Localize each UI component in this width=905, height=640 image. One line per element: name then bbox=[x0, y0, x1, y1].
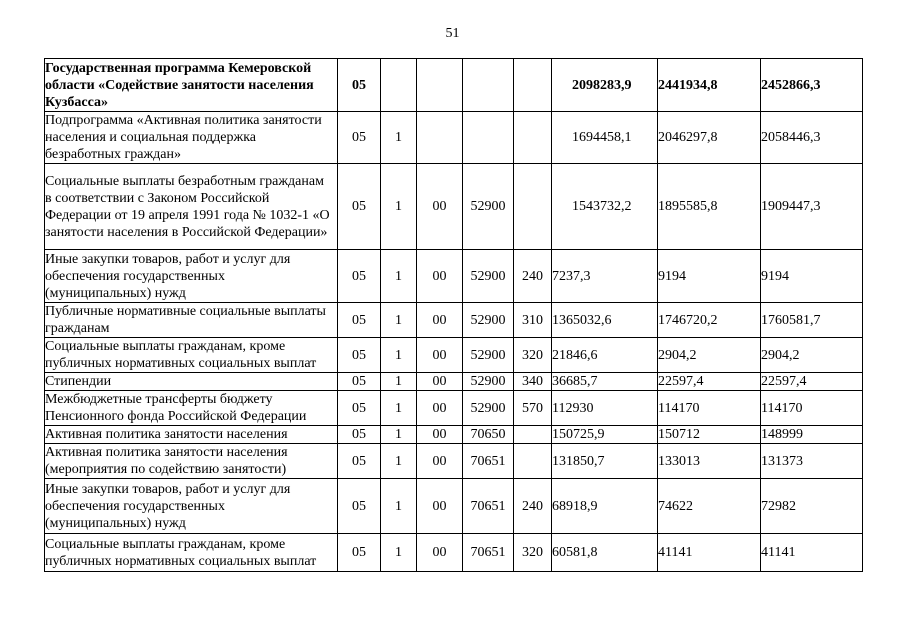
amount-cell-1: 2098283,9 bbox=[552, 59, 658, 112]
page-number: 51 bbox=[445, 26, 460, 41]
expense-type-cell: 310 bbox=[514, 303, 552, 338]
amount-cell-2: 1895585,8 bbox=[658, 164, 761, 250]
amount-cell-1: 21846,6 bbox=[552, 338, 658, 373]
activity-code-cell: 00 bbox=[417, 164, 463, 250]
amount-cell-1: 1694458,1 bbox=[552, 112, 658, 164]
subprogram-code-cell: 1 bbox=[381, 444, 417, 479]
amount-cell-1: 1365032,6 bbox=[552, 303, 658, 338]
expense-type-cell bbox=[514, 444, 552, 479]
item-name-line: Социальные выплаты гражданам, кроме bbox=[45, 339, 286, 354]
program-code-cell: 05 bbox=[338, 479, 381, 534]
item-name-line: Социальные выплаты безработным гражданам bbox=[45, 173, 324, 189]
item-name-line: Стипендии bbox=[45, 374, 112, 389]
program-code-cell: 05 bbox=[338, 534, 381, 572]
activity-code-cell: 00 bbox=[417, 250, 463, 303]
subprogram-code-cell: 1 bbox=[381, 112, 417, 164]
item-name-line: обеспечения государственных bbox=[45, 498, 225, 514]
item-name-cell bbox=[45, 112, 338, 164]
item-name-line: области «Содействие занятости населения bbox=[45, 77, 314, 93]
program-code-cell: 05 bbox=[338, 250, 381, 303]
program-code-cell: 05 bbox=[338, 59, 381, 112]
program-code-cell: 05 bbox=[338, 303, 381, 338]
subprogram-code-cell: 1 bbox=[381, 373, 417, 391]
amount-cell-3: 41141 bbox=[761, 534, 863, 572]
direction-code-cell: 70651 bbox=[463, 479, 514, 534]
direction-code-cell bbox=[463, 59, 514, 112]
amount-cell-3: 114170 bbox=[761, 391, 863, 426]
amount-cell-3: 2058446,3 bbox=[761, 112, 863, 164]
item-name-line: публичных нормативных социальных выплат bbox=[45, 553, 317, 569]
amount-cell-3: 2452866,3 bbox=[761, 59, 863, 112]
amount-cell-2: 74622 bbox=[658, 479, 761, 534]
amount-cell-2: 41141 bbox=[658, 534, 761, 572]
expense-type-cell: 570 bbox=[514, 391, 552, 426]
subprogram-code-cell: 1 bbox=[381, 338, 417, 373]
amount-cell-1: 1543732,2 bbox=[552, 164, 658, 250]
activity-code-cell: 00 bbox=[417, 534, 463, 572]
budget-table-body bbox=[45, 59, 863, 572]
item-name-cell bbox=[45, 164, 338, 250]
activity-code-cell: 00 bbox=[417, 444, 463, 479]
amount-cell-3: 1909447,3 bbox=[761, 164, 863, 250]
program-code-cell: 05 bbox=[338, 338, 381, 373]
amount-cell-1: 131850,7 bbox=[552, 444, 658, 479]
amount-cell-2: 1746720,2 bbox=[658, 303, 761, 338]
item-name-line: Межбюджетные трансферты бюджету bbox=[45, 392, 273, 407]
amount-cell-2: 2046297,8 bbox=[658, 112, 761, 164]
amount-cell-1: 112930 bbox=[552, 391, 658, 426]
amount-cell-3: 9194 bbox=[761, 250, 863, 303]
item-name-line: (муниципальных) нужд bbox=[45, 285, 186, 301]
activity-code-cell: 00 bbox=[417, 479, 463, 534]
item-name-cell bbox=[45, 391, 338, 426]
table-row bbox=[45, 303, 863, 338]
program-code-cell: 05 bbox=[338, 391, 381, 426]
amount-cell-3: 1760581,7 bbox=[761, 303, 863, 338]
item-name-cell bbox=[45, 373, 338, 391]
item-name-line: Активная политика занятости населения bbox=[45, 427, 288, 442]
expense-type-cell: 340 bbox=[514, 373, 552, 391]
item-name-line: безработных граждан» bbox=[45, 147, 181, 162]
item-name-line: занятости населения в Российской Федерации» bbox=[45, 224, 328, 240]
table-row bbox=[45, 112, 863, 164]
table-row bbox=[45, 534, 863, 572]
amount-cell-2: 22597,4 bbox=[658, 373, 761, 391]
item-name-line: Социальные выплаты гражданам, кроме bbox=[45, 536, 286, 552]
subprogram-code-cell: 1 bbox=[381, 534, 417, 572]
subprogram-code-cell: 1 bbox=[381, 250, 417, 303]
item-name-cell bbox=[45, 426, 338, 444]
item-name-line: гражданам bbox=[45, 321, 110, 336]
direction-code-cell: 52900 bbox=[463, 303, 514, 338]
table-row bbox=[45, 59, 863, 112]
table-row bbox=[45, 444, 863, 479]
expense-type-cell bbox=[514, 164, 552, 250]
table-row bbox=[45, 164, 863, 250]
amount-cell-2: 133013 bbox=[658, 444, 761, 479]
table-row bbox=[45, 479, 863, 534]
item-name-line: (муниципальных) нужд bbox=[45, 515, 186, 531]
subprogram-code-cell: 1 bbox=[381, 479, 417, 534]
program-code-cell: 05 bbox=[338, 426, 381, 444]
item-name-line: населения и социальная поддержка bbox=[45, 130, 256, 145]
item-name-cell bbox=[45, 250, 338, 303]
table-row bbox=[45, 426, 863, 444]
item-name-line: Федерации от 19 апреля 1991 года № 1032-1 «О bbox=[45, 207, 330, 223]
item-name-line: (мероприятия по содействию занятости) bbox=[45, 462, 287, 477]
program-code-cell: 05 bbox=[338, 444, 381, 479]
item-name-cell bbox=[45, 534, 338, 572]
subprogram-code-cell: 1 bbox=[381, 426, 417, 444]
amount-cell-2: 2441934,8 bbox=[658, 59, 761, 112]
subprogram-code-cell bbox=[381, 59, 417, 112]
amount-cell-3: 2904,2 bbox=[761, 338, 863, 373]
item-name-line: обеспечения государственных bbox=[45, 268, 225, 284]
item-name-cell bbox=[45, 303, 338, 338]
direction-code-cell: 70651 bbox=[463, 534, 514, 572]
item-name-line: Кузбасса» bbox=[45, 94, 109, 110]
budget-table bbox=[44, 58, 863, 572]
expense-type-cell: 240 bbox=[514, 479, 552, 534]
activity-code-cell bbox=[417, 59, 463, 112]
direction-code-cell: 52900 bbox=[463, 373, 514, 391]
program-code-cell: 05 bbox=[338, 164, 381, 250]
amount-cell-1: 150725,9 bbox=[552, 426, 658, 444]
item-name-line: в соответствии с Законом Российской bbox=[45, 190, 270, 206]
amount-cell-2: 9194 bbox=[658, 250, 761, 303]
expense-type-cell: 240 bbox=[514, 250, 552, 303]
activity-code-cell: 00 bbox=[417, 338, 463, 373]
table-row bbox=[45, 338, 863, 373]
table-row bbox=[45, 373, 863, 391]
activity-code-cell: 00 bbox=[417, 391, 463, 426]
direction-code-cell: 52900 bbox=[463, 391, 514, 426]
subprogram-code-cell: 1 bbox=[381, 391, 417, 426]
program-code-cell: 05 bbox=[338, 373, 381, 391]
amount-cell-3: 22597,4 bbox=[761, 373, 863, 391]
expense-type-cell: 320 bbox=[514, 338, 552, 373]
subprogram-code-cell: 1 bbox=[381, 164, 417, 250]
activity-code-cell: 00 bbox=[417, 373, 463, 391]
item-name-line: Активная политика занятости населения bbox=[45, 445, 288, 460]
amount-cell-2: 114170 bbox=[658, 391, 761, 426]
amount-cell-1: 68918,9 bbox=[552, 479, 658, 534]
item-name-cell bbox=[45, 59, 338, 112]
activity-code-cell: 00 bbox=[417, 426, 463, 444]
expense-type-cell bbox=[514, 426, 552, 444]
amount-cell-1: 60581,8 bbox=[552, 534, 658, 572]
item-name-line: Подпрограмма «Активная политика занятости bbox=[45, 113, 322, 128]
amount-cell-2: 2904,2 bbox=[658, 338, 761, 373]
direction-code-cell bbox=[463, 112, 514, 164]
amount-cell-3: 72982 bbox=[761, 479, 863, 534]
item-name-cell bbox=[45, 479, 338, 534]
direction-code-cell: 52900 bbox=[463, 164, 514, 250]
amount-cell-3: 131373 bbox=[761, 444, 863, 479]
direction-code-cell: 70650 bbox=[463, 426, 514, 444]
direction-code-cell: 70651 bbox=[463, 444, 514, 479]
item-name-cell bbox=[45, 338, 338, 373]
direction-code-cell: 52900 bbox=[463, 338, 514, 373]
amount-cell-3: 148999 bbox=[761, 426, 863, 444]
activity-code-cell bbox=[417, 112, 463, 164]
item-name-line: Государственная программа Кемеровской bbox=[45, 60, 312, 76]
program-code-cell: 05 bbox=[338, 112, 381, 164]
item-name-cell bbox=[45, 444, 338, 479]
expense-type-cell bbox=[514, 59, 552, 112]
amount-cell-2: 150712 bbox=[658, 426, 761, 444]
activity-code-cell: 00 bbox=[417, 303, 463, 338]
table-row bbox=[45, 250, 863, 303]
expense-type-cell bbox=[514, 112, 552, 164]
expense-type-cell: 320 bbox=[514, 534, 552, 572]
item-name-line: Иные закупки товаров, работ и услуг для bbox=[45, 251, 291, 267]
item-name-line: Пенсионного фонда Российской Федерации bbox=[45, 409, 307, 424]
item-name-line: Публичные нормативные социальные выплаты bbox=[45, 304, 326, 319]
amount-cell-1: 36685,7 bbox=[552, 373, 658, 391]
subprogram-code-cell: 1 bbox=[381, 303, 417, 338]
item-name-line: публичных нормативных социальных выплат bbox=[45, 356, 317, 371]
direction-code-cell: 52900 bbox=[463, 250, 514, 303]
item-name-line: Иные закупки товаров, работ и услуг для bbox=[45, 481, 291, 497]
amount-cell-1: 7237,3 bbox=[552, 250, 658, 303]
table-row bbox=[45, 391, 863, 426]
